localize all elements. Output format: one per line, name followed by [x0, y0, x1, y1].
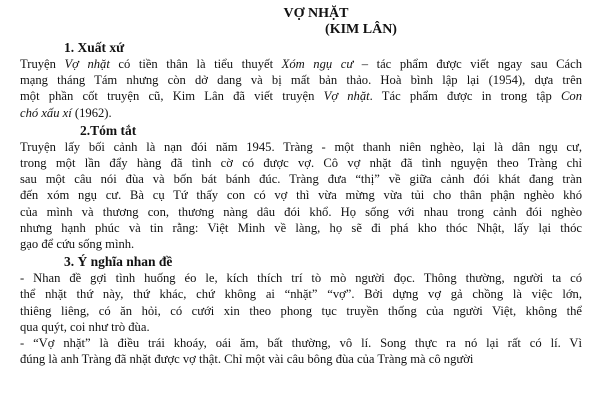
- text-segment: gạo để cứu sống mình.: [20, 237, 135, 252]
- italic-title-segment: Vợ nhặt: [64, 57, 110, 71]
- text-segment: - “Vợ nhặt” là điều trái khoáy, oái ăm, bất thường, vô lí. Song thực ra nó lại rất có lí. Vì: [20, 336, 582, 351]
- italic-title-segment: Xóm ngụ cư: [281, 57, 354, 71]
- text-segment: qua quýt, coi như trò đùa.: [20, 319, 150, 334]
- text-line: [20, 220, 582, 236]
- text-line: [20, 270, 582, 286]
- text-segment: – tác phẩm được viết ngay sau Cách: [353, 57, 582, 71]
- text-line: [20, 171, 582, 187]
- text-segment: - Nhan đề gợi tình huống éo le, kích thích trí tò mò người đọc. Thông thường, người ta có: [20, 271, 582, 286]
- text-segment: . Tác phẩm được in trong tập: [369, 89, 561, 104]
- text-segment: một phần cốt truyện cũ, Kim Lân đã viết truyện: [20, 89, 324, 104]
- text-segment: mạng tháng Tám nhưng còn dở dang và bị mất bản thảo. Hoà bình lập lại (1954), dựa trên: [20, 73, 582, 88]
- text-line: [20, 88, 582, 104]
- text-line: [20, 204, 582, 220]
- section-heading-origin: 1. Xuất xứ: [64, 40, 125, 55]
- italic-title-segment: chó xấu xí: [20, 105, 72, 120]
- text-segment: nhưng hạnh phúc và tin rằng: Việt Minh về làng, họ sẽ đi phá kho thóc Nhật, lấy lại thóc: [20, 220, 582, 235]
- text-segment: có tiền thân là tiểu thuyết: [109, 57, 282, 71]
- text-line: [20, 105, 582, 121]
- text-line: [20, 56, 582, 72]
- section-heading-summary: 2.Tóm tắt: [80, 122, 137, 138]
- section-heading-title-meaning: 3. Ý nghĩa nhan đề: [64, 254, 173, 270]
- text-line: [20, 155, 582, 171]
- section-body-summary: [20, 139, 582, 252]
- text-line: [20, 236, 582, 252]
- text-line: [20, 286, 582, 302]
- text-line: [20, 335, 582, 351]
- text-segment: thể nhặt thứ này, thứ khác, chứ không ai “nhặt” “vợ”. Bởi dựng vợ gả chồng là việc lớn,: [20, 287, 582, 302]
- text-line: [20, 303, 582, 319]
- text-segment: (1962).: [71, 105, 112, 120]
- text-line: [20, 187, 582, 203]
- text-segment: sau một câu nói đùa và bốn bát bánh đúc. Tràng đưa “thị” về giữa cảnh đói khát đang tràn: [20, 172, 582, 187]
- text-segment: Truyện lấy bối cảnh là nạn đói năm 1945. Tràng - một thanh niên nghèo, lại là dân ngụ cư,: [20, 139, 582, 154]
- italic-title-segment: Con: [561, 89, 582, 104]
- italic-title-segment: Vợ nhặt: [323, 89, 370, 104]
- document-subtitle: (KIM LÂN): [325, 22, 397, 37]
- text-line: [20, 351, 582, 367]
- section-body-origin: [20, 56, 582, 121]
- text-segment: của mình và thương con, thương nàng dâu đói khổ. Họ sống với nhau trong cảnh đói nghèo: [20, 204, 582, 219]
- document-title: VỢ NHẶT: [283, 6, 349, 21]
- text-line: [20, 319, 582, 335]
- text-line: [20, 72, 582, 88]
- text-segment: đến xóm ngụ cư. Bà cụ Tứ thấy con có vợ thì vừa mừng vừa tủi cho thân phận nghèo khó: [20, 188, 582, 203]
- text-segment: thiêng liêng, có ăn hỏi, có cưới xin theo phong tục truyền thống của người Việt, không thể: [20, 303, 582, 318]
- text-segment: đúng là anh Tràng đã nhặt được vợ thật. Chỉ một vài câu bông đùa của Tràng mà cô người: [20, 352, 474, 367]
- text-segment: Truyện: [20, 57, 65, 71]
- text-line: [20, 139, 582, 155]
- section-body-title-meaning: [20, 270, 582, 367]
- text-segment: trong một lần đẩy hàng đã tình cờ có được vợ. Cô vợ nhặt đã tình nguyện theo Tràng chỉ: [20, 156, 582, 171]
